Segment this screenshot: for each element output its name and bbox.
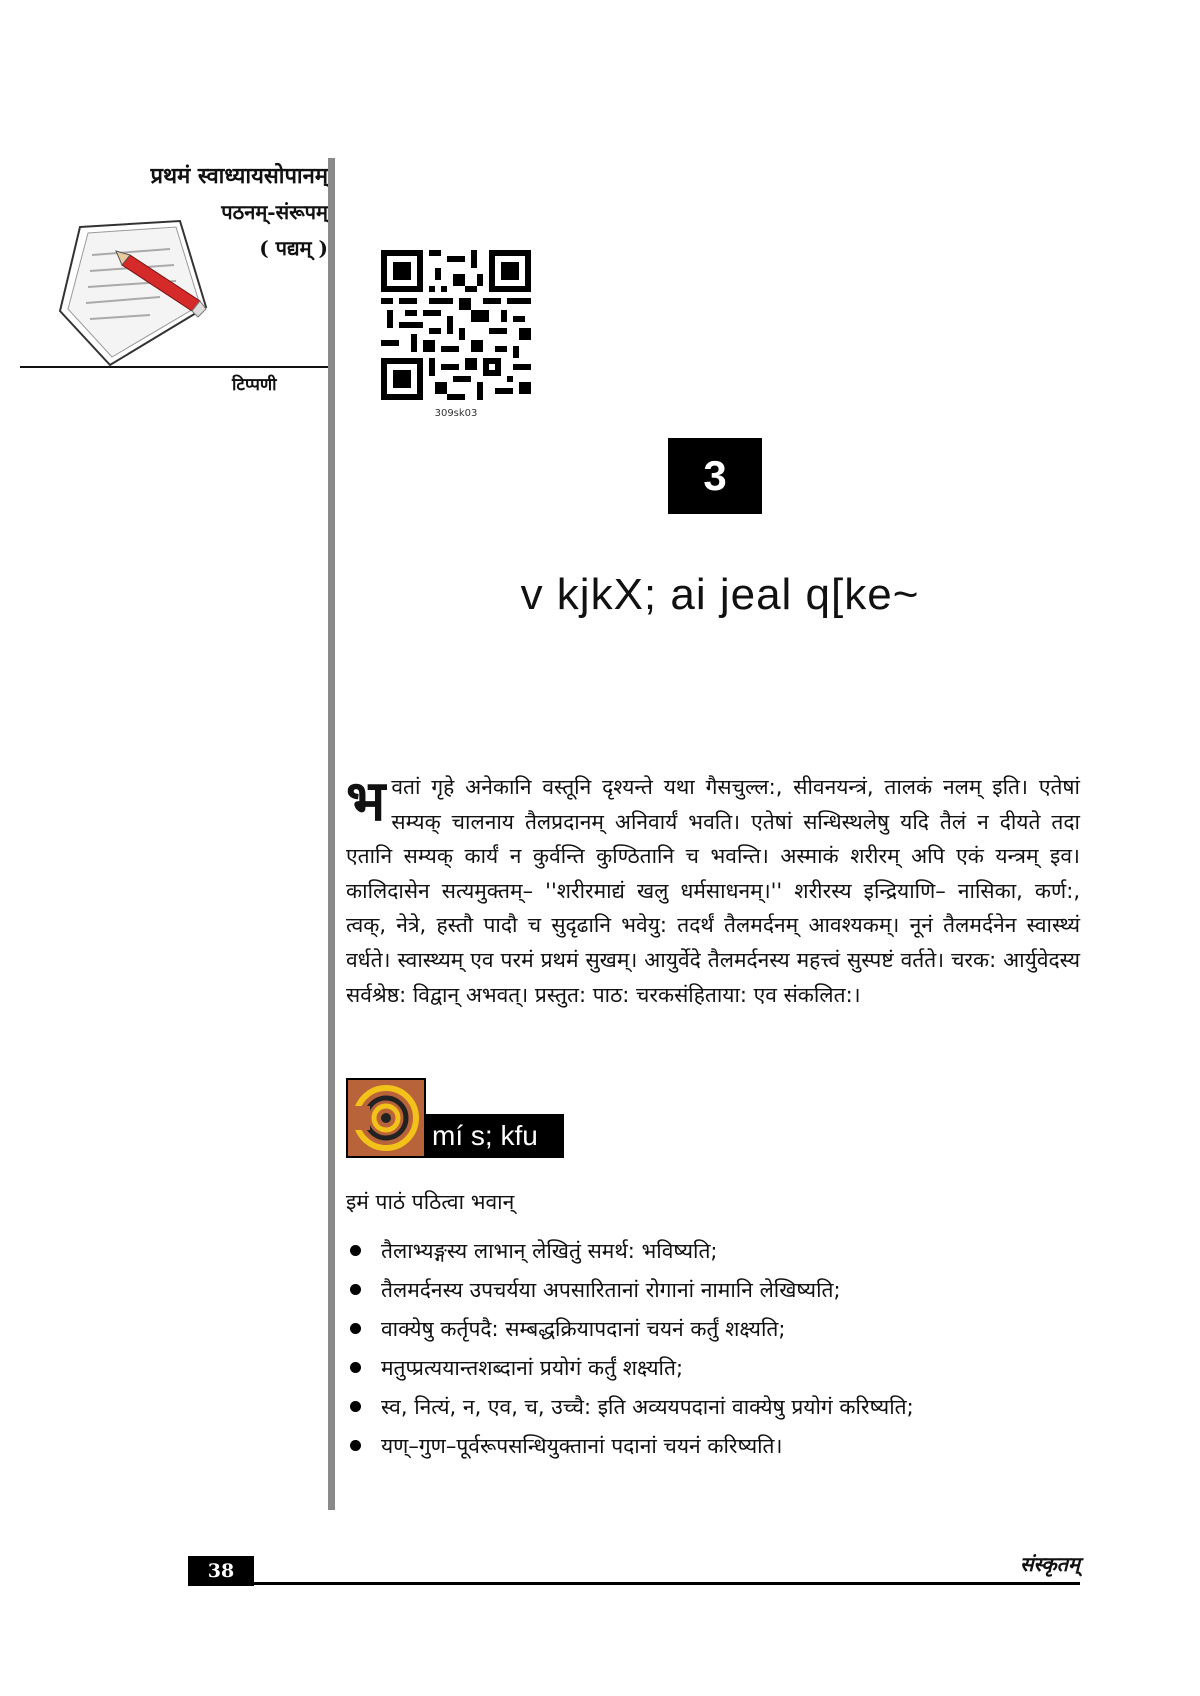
section-heading: प्रथमं स्वाध्यायसोपानम् <box>150 163 328 189</box>
section-subheading: पठनम्-संरूपम् <box>221 200 328 224</box>
list-item: तैलमर्दनस्य उपचर्यया अपसारितानां रोगानां नामानि लेखिष्यति; <box>346 1271 1086 1310</box>
list-item: यण्–गुण–पूर्वरूपसन्धियुक्तानां पदानां चयनं करिष्यति। <box>346 1427 1086 1466</box>
list-item: तैलाभ्यङ्गस्य लाभान् लेखितुं समर्थ: भविष्यति; <box>346 1232 1086 1271</box>
intro-paragraph <box>346 770 1080 1012</box>
margin-gutter-bar <box>328 158 335 1510</box>
chapter-title: v kjkX; ai jeal q[ke~ <box>520 570 920 619</box>
bullet-icon <box>350 1440 361 1451</box>
margin-divider <box>20 366 330 368</box>
bullet-icon <box>350 1401 361 1412</box>
list-item: मतुप्प्रत्ययान्तशब्दानां प्रयोगं कर्तुं शक्ष्यति; <box>346 1349 1086 1388</box>
objectives-list <box>346 1232 1086 1466</box>
drop-cap: भ <box>346 768 386 834</box>
objectives-lead: इमं पाठं पठित्वा भवान् <box>346 1190 515 1214</box>
target-spiral-icon <box>346 1078 426 1158</box>
chapter-number: 3 <box>668 438 762 514</box>
bullet-icon <box>350 1362 361 1373</box>
page-number: 38 <box>188 1556 254 1586</box>
bullet-icon <box>350 1245 361 1256</box>
list-item: वाक्येषु कर्तृपदै: सम्बद्धक्रियापदानां चयनं कर्तुं शक्ष्यति; <box>346 1310 1086 1349</box>
list-item: स्व, नित्यं, न, एव, च, उच्चै: इति अव्ययपदानां वाक्येषु प्रयोगं करिष्यति; <box>346 1388 1086 1427</box>
objectives-badge: mí s; kfu <box>424 1114 564 1158</box>
qr-code[interactable] <box>380 250 532 400</box>
intro-text: वतां गृहे अनेकानि वस्तूनि दृश्यन्ते यथा गैसचुल्ल:, सीवनयन्त्रं, तालकं नलम् इति। एतेषां सम्यक् चालनाय तैलप्रदानम् अनिवार्यं भवति। एतेषां सन्धिस्थलेषु यदि तैलं न दीयते तदा एतानि सम्यक् कार्यं न कुर्वन्ति कुण्ठितानि च भवन्ति। अस्माकं शरीरम् अपि एकं यन्त्रम् इव। कालिदासेन सत्यमुक्तम्– ''शरीरमाद्यं खलु धर्मसाधनम्।'' शरीरस्य इन्द्रियाणि– नासिका, कर्ण:, त्वक्, नेत्रे, हस्तौ पादौ च सुदृढानि भवेयु: तदर्थं तैलमर्दनम् आवश्यकम्। नूनं तैलमर्दनेन स्वास्थ्यं वर्धते। स्वास्थ्यम् एव परमं प्रथमं सुखम्। आयुर्वेदे तैलमर्दनस्य महत्त्वं सुस्पष्टं वर्तते। चरक: आर्युवेदस्य सर्वश्रेष्ठ: विद्वान् अभवत्। प्रस्तुत: पाठ: चरकसंहिताया: एव संकलित:। <box>346 775 1080 1007</box>
bullet-icon <box>350 1323 361 1334</box>
qr-caption: 309sk03 <box>434 408 478 419</box>
notes-label: टिप्पणी <box>232 375 277 395</box>
bullet-icon <box>350 1284 361 1295</box>
subject-label: संस्कृतम् <box>1019 1552 1080 1576</box>
notepad-pencil-icon <box>50 215 220 375</box>
footer-rule <box>188 1582 1080 1585</box>
content-type-label: ( पद्यम् ) <box>259 236 328 260</box>
